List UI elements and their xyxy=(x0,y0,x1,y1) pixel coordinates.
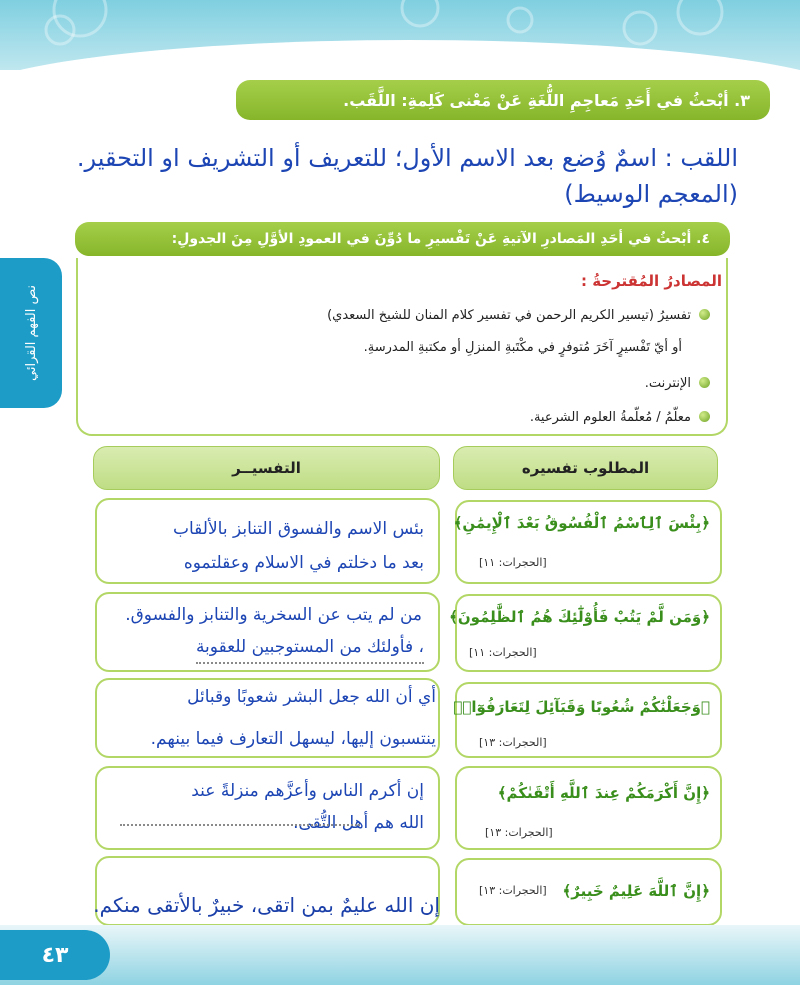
bullet-icon xyxy=(699,309,710,320)
verse-text: ﴿إِنَّ ٱللَّهَ عَلِيمٌ خَبِيرٌ﴾ xyxy=(562,882,710,900)
table-row-verse xyxy=(455,766,722,850)
table-row-verse xyxy=(455,682,722,758)
table-row-verse xyxy=(449,594,722,672)
verse-reference: [الحجرات: ١١] xyxy=(479,556,547,569)
bullet-icon xyxy=(699,377,710,388)
question-3-bar xyxy=(236,80,770,120)
source-item: الإنترنت. xyxy=(645,376,710,391)
sources-title: المصادرُ المُقترحةُ : xyxy=(580,272,722,290)
bullet-icon xyxy=(699,411,710,422)
question-3-title: ٣. أبْحثُ في أَحَدِ مَعاجِمِ اللُّغَةِ عَنْ مَعْنى كَلِمةِ: اللَّقَب. xyxy=(343,90,750,110)
question-3-answer: اللقب : اسمٌ وُضع بعد الاسم الأول؛ للتعريف أو التشريف او التحقير. (المعجم الوسيط) xyxy=(76,144,738,208)
column-header-tafsir: التفسيــر xyxy=(93,446,440,490)
answer-line: أي أن الله جعل البشر شعوبًا وقبائل xyxy=(187,687,436,707)
answer-line: إن أكرم الناس وأعزَّهم منزلةً عند xyxy=(191,781,424,801)
table-row-verse xyxy=(455,858,722,926)
verse-reference: [الحجرات: ١٣] xyxy=(479,884,547,897)
footer-band xyxy=(0,925,800,985)
answer-line: بئس الاسم والفسوق التنابز بالألقاب xyxy=(173,519,424,539)
answer-line: الله هم أهل التُّقى. xyxy=(293,813,424,833)
answer-line: بعد ما دخلتم في الاسلام وعقلتموه xyxy=(183,553,424,573)
verse-text: ﴿وَمَن لَّمْ يَتُبْ فَأُوْلَٰٓئِكَ هُمُ ٱلظَّٰلِمُونَ﴾ xyxy=(449,608,710,626)
side-tab-label: نص الفهم القرائي xyxy=(23,285,39,381)
verse-reference: [الحجرات: ١٣] xyxy=(479,736,547,749)
source-item: أو أيّ تَفْسيرٍ آخَرَ مُتوفرٍ في مكْتَبةِ المنزلِ أو مكتبةِ المدرسةِ. xyxy=(363,340,682,355)
question-4-title: ٤. أبْحثُ في أحَدِ المَصادرِ الآتيةِ عَنْ تَفْسيرِ ما دُوِّنَ في العمودِ الأوَّلِ مِنَ الجدولِ: xyxy=(171,231,710,247)
verse-reference: [الحجرات: ١٣] xyxy=(485,826,553,839)
source-item: معلّمُ / مُعلّمةُ العلوم الشرعية. xyxy=(530,410,710,425)
section-side-tab xyxy=(0,258,62,408)
answer-line: ، فأولئك من المستوجبين للعقوبة xyxy=(196,632,424,664)
verse-reference: [الحجرات: ١١] xyxy=(469,646,537,659)
source-item: تفسيرُ (تيسير الكريم الرحمن في تفسير كلام المنان للشيخ السعدي) xyxy=(327,308,710,323)
table-row-verse xyxy=(455,500,722,584)
page-number: ٤٣ xyxy=(0,930,110,980)
answer-line: إن الله عليمٌ بمن اتقى، خبيرٌ بالأتقى منكم. xyxy=(93,893,440,917)
question-4-bar xyxy=(75,222,730,256)
answer-dotted-line xyxy=(120,824,360,826)
verse-text: ﴿بِئْسَ ٱلِٱسْمُ ٱلْفُسُوقُ بَعْدَ ٱلْإِيمَٰنِ﴾ xyxy=(453,514,710,532)
answer-line: من لم يتب عن السخرية والتنابز والفسوق. xyxy=(125,605,422,625)
answer-line: ينتسبون إليها، ليسهل التعارف فيما بينهم. xyxy=(150,729,436,749)
verse-text: ﴿إِنَّ أَكْرَمَكُمْ عِندَ ٱللَّهِ أَتْقَىٰكُمْ﴾ xyxy=(497,784,710,802)
verse-text: ﴿وَجَعَلْنَٰكُمْ شُعُوبًا وَقَبَآئِلَ لِتَعَارَفُوٓا۟﴾ xyxy=(453,698,710,716)
column-header-required: المطلوب تفسيره xyxy=(453,446,718,490)
